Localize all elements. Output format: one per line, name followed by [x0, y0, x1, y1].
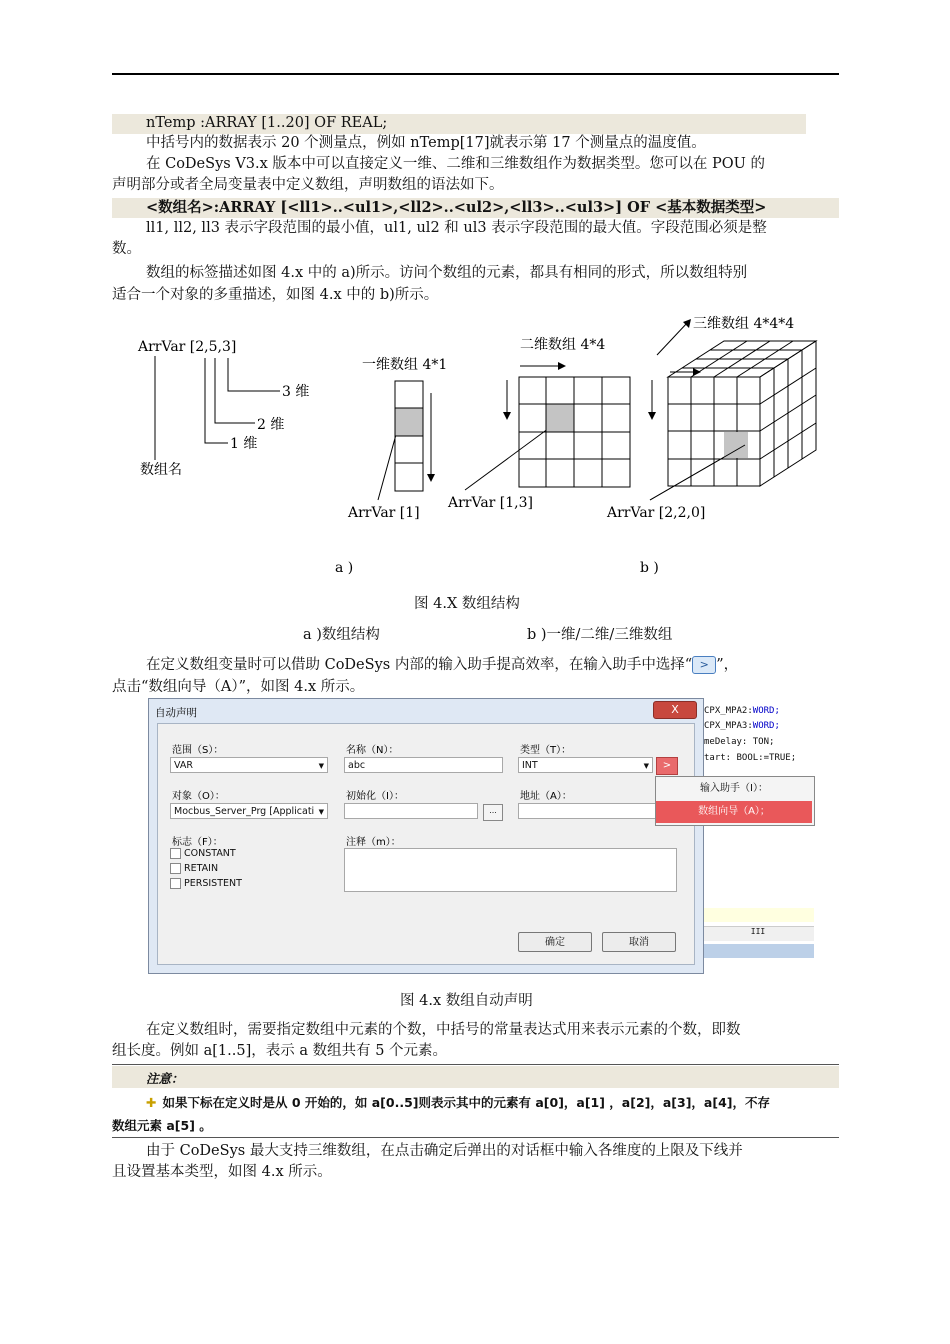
code-highlight-row: [702, 908, 814, 922]
scope-select[interactable]: VAR ▼: [170, 757, 328, 773]
name-label: 名称（N）：: [346, 745, 399, 756]
code-line: meDelay: TON;: [704, 737, 775, 747]
init-input[interactable]: [344, 803, 478, 819]
figure-dim3: 3 维: [282, 384, 310, 400]
paragraph: 数。: [112, 241, 141, 257]
inline-arrow-button-icon: >: [692, 656, 716, 674]
figure-ref-1d: ArrVar [1]: [348, 505, 420, 521]
code-line: CPX_MPA2:WORD;: [704, 706, 780, 716]
note-line: ✚ 如果下标在定义时是从 0 开始的，如 a[0..5]则表示其中的元素有 a[0]，a[1] ，a[2]，a[3]，a[4]，不存: [146, 1095, 770, 1110]
code-editor-background: [702, 690, 814, 968]
dialog-body: [157, 723, 695, 965]
figure-1d-label: 一维数组 4*1: [362, 357, 448, 373]
figure-caption: 图 4.X 数组结构: [414, 596, 520, 612]
input-assistant-button[interactable]: >: [656, 757, 678, 775]
figure-ref-3d: ArrVar [2,2,0]: [607, 505, 706, 521]
address-input[interactable]: [518, 803, 678, 819]
array-structure-figure: [0, 300, 950, 620]
status-strip: [702, 944, 814, 958]
constant-checkbox[interactable]: CONSTANT: [170, 848, 236, 859]
init-label: 初始化（I）：: [346, 791, 404, 802]
paragraph: 且设置基本类型，如图 4.x 所示。: [112, 1164, 332, 1180]
paragraph: 中括号内的数据表示 20 个测量点，例如 nTemp[17]就表示第 17 个测量点的温度值。: [146, 135, 706, 151]
address-label: 地址（A）：: [520, 791, 572, 802]
paragraph: 在 CoDeSys V3.x 版本中可以直接定义一维、二维和三维数组作为数据类型。您可以在 POU 的: [146, 156, 765, 172]
paragraph: ll1, ll2, ll3 表示字段范围的最小值，ul1, ul2 和 ul3 表示字段范围的最大值。字段范围必须是整: [146, 220, 767, 236]
flags-label: 标志（F）：: [172, 837, 223, 848]
figure-caption-a: a )数组结构: [303, 627, 380, 643]
comment-label: 注释（m）：: [346, 837, 401, 848]
menu-item-array-wizard[interactable]: 数组向导（A）；: [656, 801, 812, 823]
init-browse-button[interactable]: ...: [483, 804, 503, 821]
type-label: 类型（T）：: [520, 745, 572, 756]
note-bullet-icon: ✚: [146, 1095, 157, 1110]
paragraph: 组长度。例如 a[1..5]，表示 a 数组共有 5 个元素。: [112, 1043, 448, 1059]
figure-sub-a: a ): [335, 560, 354, 576]
figure-2d-label: 二维数组 4*4: [520, 337, 606, 353]
paragraph: 数组的标签描述如图 4.x 中的 a)所示。访问个数组的元素，都具有相同的形式，所以数组特别: [146, 265, 748, 281]
retain-checkbox[interactable]: RETAIN: [170, 863, 218, 874]
figure-caption-b: b )一维/二维/三维数组: [527, 627, 673, 643]
object-select[interactable]: Mocbus_Server_Prg [Applicati ▼: [170, 803, 328, 819]
paragraph: 点击“数组向导（A）”，如图 4.x 所示。: [112, 679, 365, 695]
ok-button[interactable]: 确定: [518, 932, 592, 952]
paragraph: 适合一个对象的多重描述，如图 4.x 中的 b)所示。: [112, 287, 439, 303]
code-line: CPX_MPA3:WORD;: [704, 721, 780, 731]
paragraph: 在定义数组时，需要指定数组中元素的个数，中括号的常量表达式用来表示元素的个数，即数: [146, 1022, 741, 1038]
paragraph-text: 在定义数组变量时可以借助 CoDeSys 内部的输入助手提高效率，在输入助手中选择“: [146, 657, 693, 673]
figure-caption: 图 4.x 数组自动声明: [400, 993, 533, 1009]
figure-arrvar-label: ArrVar [2,5,3]: [138, 339, 237, 355]
close-button[interactable]: X: [653, 701, 697, 719]
menu-item-input-assistant[interactable]: 输入助手（I）：: [700, 783, 768, 794]
header-rule: [112, 73, 839, 75]
note-top-rule: [112, 1064, 839, 1065]
paragraph: 声明部分或者全局变量表中定义数组，声明数组的语法如下。: [112, 177, 504, 193]
code-line: nTemp :ARRAY [1..20] OF REAL;: [146, 115, 388, 131]
auto-declare-dialog: [148, 698, 704, 974]
paragraph: [112, 655, 873, 676]
horizontal-scrollbar[interactable]: III: [702, 926, 814, 941]
assistant-menu: [655, 776, 815, 826]
figure-dim2: 2 维: [257, 417, 285, 433]
paragraph-text-end: ”，: [716, 657, 739, 673]
name-input[interactable]: abc: [344, 757, 503, 773]
figure-array-name: 数组名: [140, 462, 182, 478]
dialog-title: 自动声明: [155, 707, 197, 719]
cancel-button[interactable]: 取消: [602, 932, 676, 952]
note-line: 数组元素 a[5] 。: [112, 1118, 212, 1133]
note-title: 注意：: [146, 1071, 184, 1086]
persistent-checkbox[interactable]: PERSISTENT: [170, 878, 242, 889]
scope-label: 范围（S）：: [172, 745, 224, 756]
figure-ref-2d: ArrVar [1,3]: [448, 495, 533, 511]
object-label: 对象（O）：: [172, 791, 225, 802]
syntax-line: <数组名>:ARRAY [<ll1>..<ul1>,<ll2>..<ul2>,<ll3>..<ul3>] OF <基本数据类型>: [146, 199, 767, 216]
comment-textarea[interactable]: [344, 848, 677, 892]
figure-3d-label: 三维数组 4*4*4: [693, 316, 795, 332]
figure-dim1: 1 维: [230, 436, 258, 452]
figure-sub-b: b ): [640, 560, 659, 576]
type-input[interactable]: INT ▼: [518, 757, 653, 773]
note-bottom-rule: [112, 1137, 839, 1138]
paragraph: 由于 CoDeSys 最大支持三维数组，在点击确定后弹出的对话框中输入各维度的上限及下线并: [146, 1143, 743, 1159]
code-line: tart: BOOL:=TRUE;: [704, 753, 797, 763]
